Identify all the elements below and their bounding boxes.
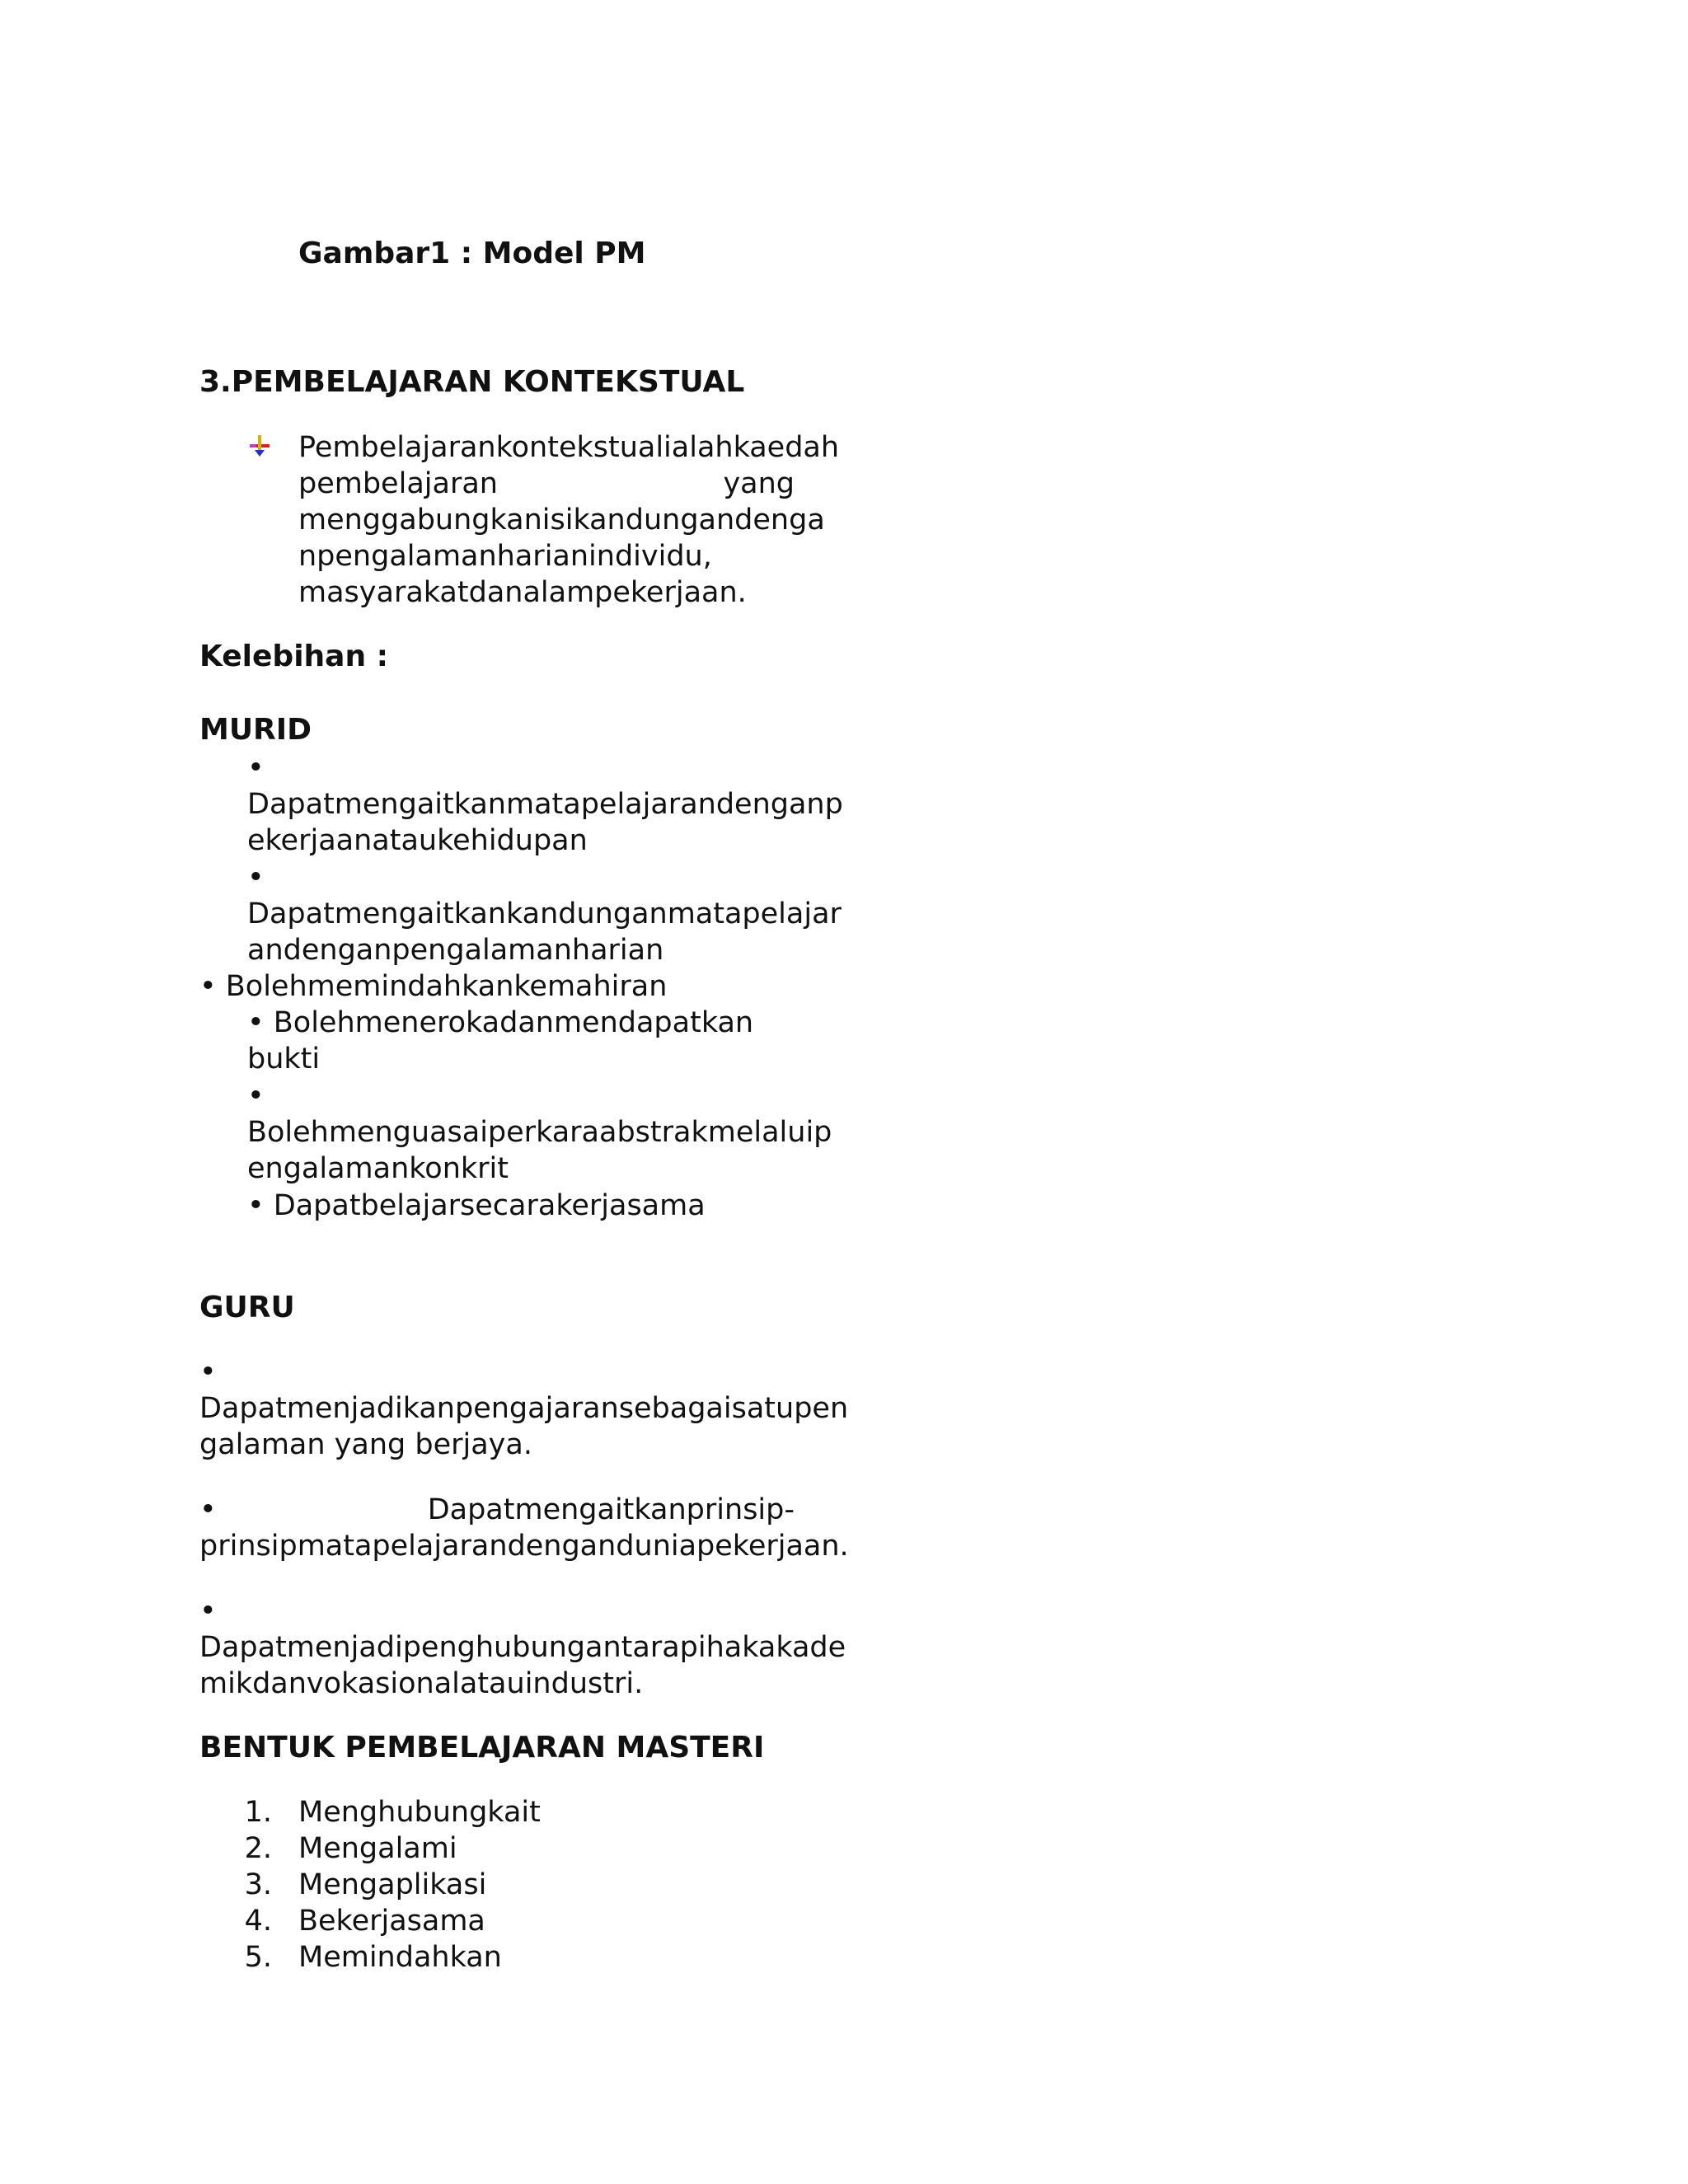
intro-line-5: masyarakatdanalampekerjaan. [298, 576, 747, 609]
murid-item-5-line-2: engalamankonkrit [247, 1152, 509, 1185]
intro-line-2-left: pembelajaran [298, 467, 498, 500]
intro-line-1: Pembelajarankontekstualialahkaedah [298, 431, 840, 464]
list-item: Menghubungkait [298, 1796, 541, 1829]
murid-item-4-line-1: • Bolehmenerokadanmendapatkan [247, 1006, 754, 1039]
list-item-number: 5. [244, 1941, 272, 1974]
guru-bullet-3: • [199, 1595, 217, 1628]
intro-line-4: npengalamanharianindividu, [298, 540, 712, 573]
list-item-number: 4. [244, 1905, 272, 1938]
list-item: Mengaplikasi [298, 1868, 487, 1901]
guru-item-2-line-1 [199, 1492, 795, 1528]
list-item: Bekerjasama [298, 1905, 485, 1938]
figure-caption: Gambar1 : Model PM [298, 237, 646, 270]
list-item-number: 3. [244, 1868, 272, 1901]
bentuk-heading: BENTUK PEMBELAJARAN MASTERI [199, 1731, 765, 1765]
guru-item-2-right: Dapatmengaitkanprinsip- [427, 1493, 795, 1526]
guru-item-2-line-2: prinsipmatapelajarandenganduniapekerjaan. [199, 1530, 849, 1563]
murid-heading: MURID [199, 713, 312, 747]
guru-bullet-2: • [199, 1493, 217, 1526]
kelebihan-heading: Kelebihan : [199, 640, 389, 673]
murid-item-1-line-1: Dapatmengaitkanmatapelajarandenganp [247, 788, 843, 821]
murid-item-2-line-1: Dapatmengaitkankandunganmatapelajar [247, 898, 842, 930]
list-item-number: 2. [244, 1832, 272, 1865]
murid-item-3: • Bolehmemindahkankemahiran [199, 970, 668, 1003]
list-item: Mengalami [298, 1832, 457, 1865]
guru-item-1-line-2: galaman yang berjaya. [199, 1428, 532, 1461]
murid-item-1-line-2: ekerjaanataukehidupan [247, 824, 588, 857]
murid-item-2-line-2: andenganpengalamanharian [247, 934, 664, 967]
guru-item-3-line-1: Dapatmenjadipenghubungantarapihakakade [199, 1631, 846, 1664]
intro-line-2-right: yang [723, 467, 795, 500]
section-heading: 3.PEMBELAJARAN KONTEKSTUAL [199, 365, 745, 399]
murid-item-5-line-1: Bolehmenguasaiperkaraabstrakmelaluip [247, 1116, 832, 1149]
murid-bullet-2: • [247, 861, 265, 894]
guru-item-1-line-1: Dapatmenjadikanpengajaransebagaisatupen [199, 1392, 849, 1425]
list-item: Memindahkan [298, 1941, 502, 1974]
intro-line-2 [298, 466, 795, 502]
murid-item-6: • Dapatbelajarsecarakerjasama [247, 1189, 706, 1222]
guru-item-3-line-2: mikdanvokasionalatauindustri. [199, 1667, 644, 1700]
guru-heading: GURU [199, 1291, 295, 1324]
plus-arrow-bullet-icon [247, 434, 272, 458]
list-item-number: 1. [244, 1796, 272, 1829]
murid-item-4-line-2: bukti [247, 1043, 321, 1076]
guru-bullet-1: • [199, 1356, 217, 1389]
murid-bullet-1: • [247, 752, 265, 785]
intro-line-3: menggabungkanisikandungandenga [298, 504, 825, 537]
murid-bullet-5: • [247, 1080, 265, 1113]
